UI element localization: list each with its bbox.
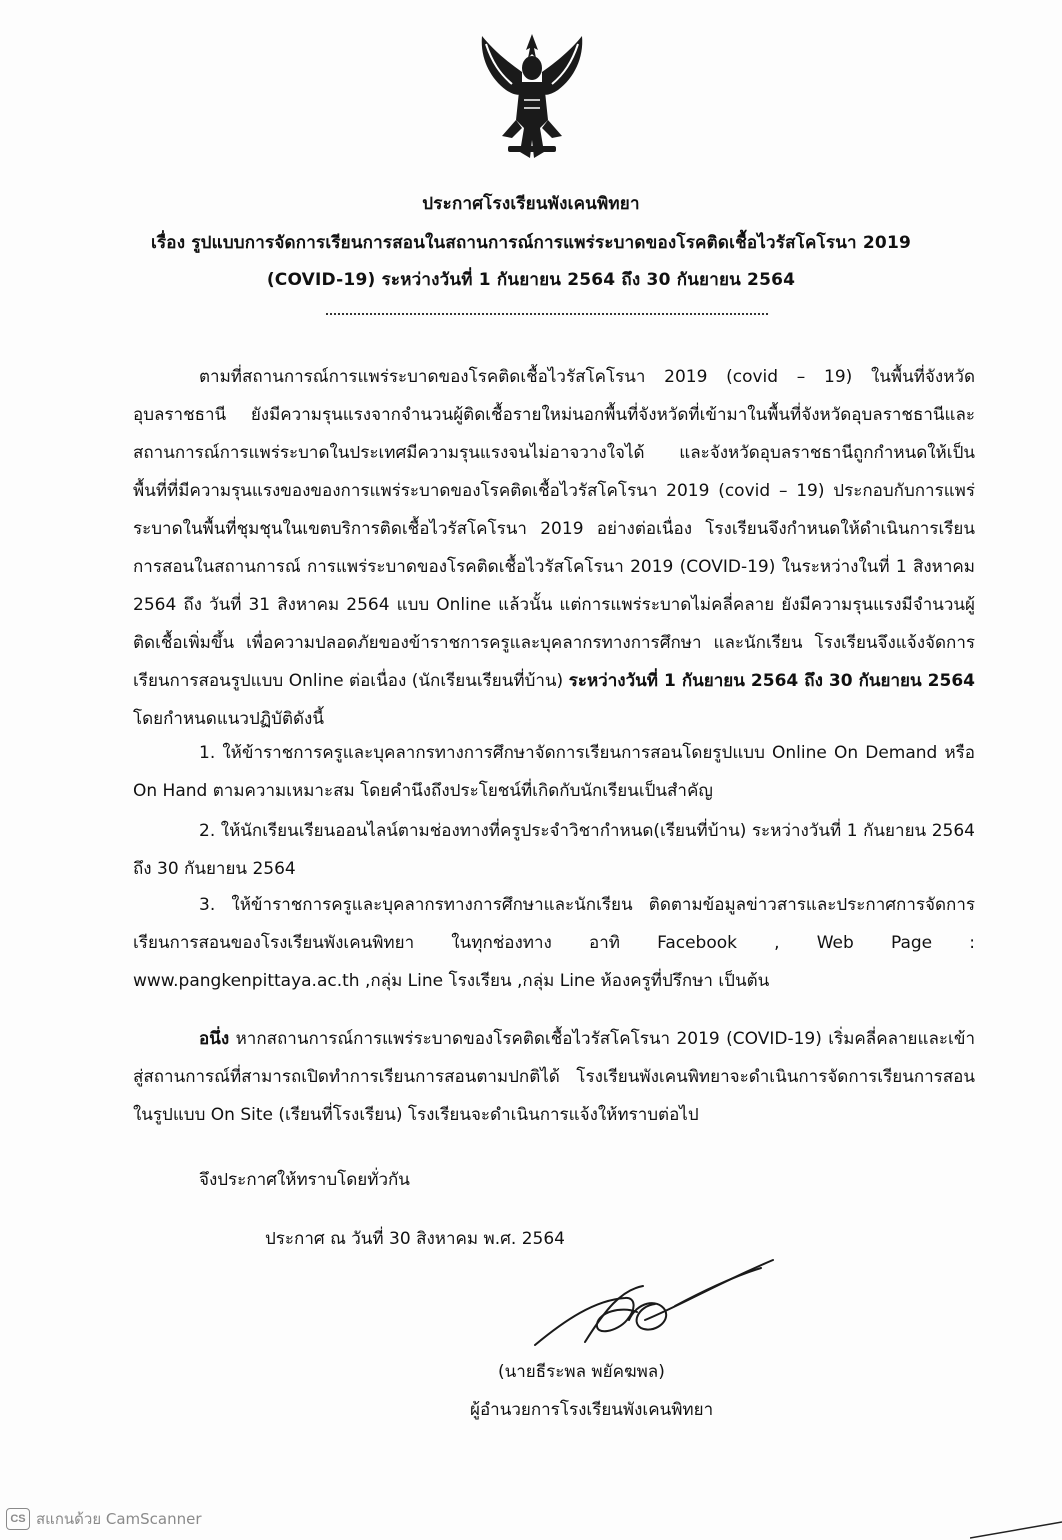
scan-edge-line [970, 1520, 1062, 1540]
item-3-text: 3. ให้ข้าราชการครูและบุคลากรทางการศึกษาและนักเรียน ติดตามข้อมูลข่าวสารและประกาศการจัดการเรียนการสอนของโรงเรียนพังเคนพิทยา ในทุกช่องทาง อาทิ Facebook , Web Page : www.pangkenpittaya.ac.th ,กลุ่ม Line โรงเรียน ,กลุ่ม Line ห้องครูที่ปรึกษา เป็นต้น [133, 895, 975, 991]
note-paragraph [133, 1020, 975, 1134]
item-1 [133, 734, 975, 810]
separator-dotted-line [326, 313, 768, 315]
intro-tail: โดยกำหนดแนวปฏิบัติดังนี้ [133, 709, 324, 729]
item-3 [133, 886, 975, 1000]
note-text: หากสถานการณ์การแพร่ระบาดของโรคติดเชื้อไวรัสโคโรนา 2019 (COVID-19) เริ่มคลี่คลายและเข้าสู่สถานการณ์ที่สามารถเปิดทำการเรียนการสอนตามปกติได้ โรงเรียนพังเคนพิทยาจะดำเนินการจัดการเรียนการสอนในรูปแบบ On Site (เรียนที่โรงเรียน) โรงเรียนจะดำเนินการแจ้งให้ทราบต่อไป [133, 1029, 975, 1125]
signer-position: ผู้อำนวยการโรงเรียนพังเคนพิทยา [470, 1400, 714, 1420]
announcement-title: ประกาศโรงเรียนพังเคนพิทยา [422, 194, 640, 214]
handwritten-signature [525, 1250, 785, 1360]
item-1-text: 1. ให้ข้าราชการครูและบุคลากรทางการศึกษาจัดการเรียนการสอนโดยรูปแบบ Online On Demand หรือ On Hand ตามความเหมาะสม โดยคำนึงถึงประโยชน์ที่เกิดกับนักเรียนเป็นสำคัญ [133, 743, 975, 801]
item-2-text: 2. ให้นักเรียนเรียนออนไลน์ตามช่องทางที่ครูประจำวิชากำหนด(เรียนที่บ้าน) ระหว่างวันที่ 1 กันยายน 2564 ถึง 30 กันยายน 2564 [133, 821, 975, 879]
camscanner-logo-icon: CS [6, 1508, 30, 1530]
camscanner-watermark [6, 1508, 202, 1530]
camscanner-text: สแกนด้วย CamScanner [36, 1510, 202, 1528]
subject-line-1: เรื่อง รูปแบบการจัดการเรียนการสอนในสถานการณ์การแพร่ระบาดของโรคติดเชื้อไวรัสโคโรนา 2019 [150, 233, 912, 253]
date-line: ประกาศ ณ วันที่ 30 สิงหาคม พ.ศ. 2564 [265, 1229, 565, 1249]
signer-name: (นายธีระพล พยัคฆพล) [498, 1362, 665, 1382]
note-label: อนึ่ง [199, 1029, 230, 1049]
item-2 [133, 812, 975, 888]
closing-line: จึงประกาศให้ทราบโดยทั่วกัน [199, 1170, 410, 1190]
intro-paragraph [133, 358, 975, 738]
intro-text: ตามที่สถานการณ์การแพร่ระบาดของโรคติดเชื้อไวรัสโคโรนา 2019 (covid – 19) ในพื้นที่จังหวัดอุบลราชธานี ยังมีความรุนแรงจากจำนวนผู้ติดเชื้อรายใหม่นอกพื้นที่จังหวัดที่เข้ามาในพื้นที่จังหวัดอุบลราชธานีและสถานการณ์การแพร่ระบาดในประเทศมีความรุนแรงจนไม่อาจวางใจได้ และจังหวัดอุบลราชธานีถูกกำหนดให้เป็นพื้นที่ที่มีความรุนแรงของของการแพร่ระบาดของโรคติดเชื้อไวรัสโคโรนา 2019 (covid – 19) ประกอบกับการแพร่ระบาดในพื้นที่ชุมชุนในเขตบริการติดเชื้อไวรัสโคโรนา 2019 อย่างต่อเนื่อง โรงเรียนจึงกำหนดให้ดำเนินการเรียนการสอนในสถานการณ์ การแพร่ระบาดของโรคติดเชื้อไวรัสโคโรนา 2019 (COVID-19) ในระหว่างในที่ 1 สิงหาคม 2564 ถึง วันที่ 31 สิงหาคม 2564 แบบ Online แล้วนั้น แต่การแพร่ระบาดไม่คลี่คลาย ยังมีความรุนแรงมีจำนวนผู้ติดเชื้อเพิ่มขึ้น เพื่อความปลอดภัยของข้าราชการครูและบุคลากรทางการศึกษา และนักเรียน โรงเรียนจึงแจ้งจัดการเรียนการสอนรูปแบบ Online ต่อเนื่อง (นักเรียนเรียนที่บ้าน) [133, 367, 975, 691]
garuda-emblem-icon [472, 28, 592, 168]
intro-date-range: ระหว่างวันที่ 1 กันยายน 2564 ถึง 30 กันยายน 2564 [568, 671, 975, 691]
subject-line-2: (COVID-19) ระหว่างวันที่ 1 กันยายน 2564 ถึง 30 กันยายน 2564 [266, 270, 796, 290]
